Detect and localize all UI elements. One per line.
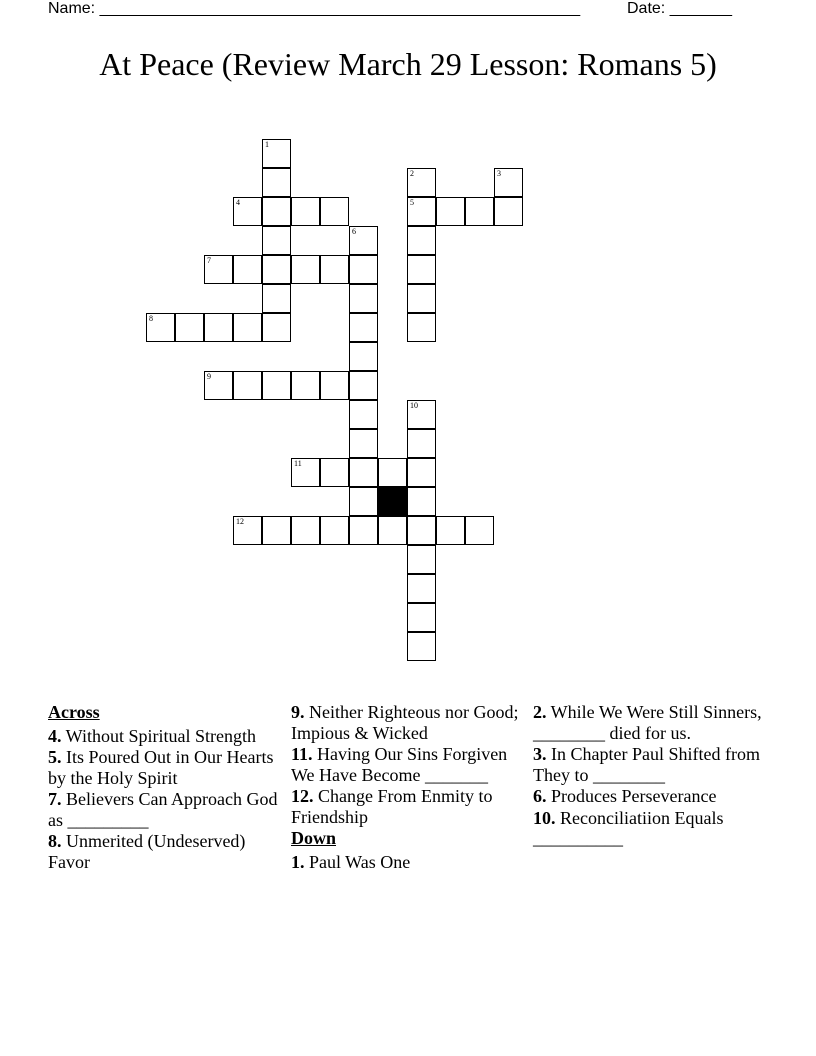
grid-cell[interactable] <box>407 603 436 632</box>
across-clue-12 <box>291 786 526 827</box>
clue-number-label: 2 <box>410 169 414 178</box>
grid-cell[interactable] <box>349 400 378 429</box>
grid-cell[interactable] <box>349 487 378 516</box>
down-clue-10 <box>533 808 773 849</box>
clue-text: Paul Was One <box>304 851 411 872</box>
clues-column-1 <box>48 702 283 873</box>
grid-cell[interactable] <box>407 458 436 487</box>
clue-number-label: 7 <box>207 256 211 265</box>
grid-cell[interactable] <box>349 371 378 400</box>
grid-cell[interactable] <box>436 197 465 226</box>
clue-number: 2. <box>533 702 547 722</box>
clue-number-label: 3 <box>497 169 501 178</box>
clue-number: 1. <box>291 851 305 872</box>
grid-cell[interactable] <box>233 371 262 400</box>
grid-cell[interactable] <box>349 226 378 255</box>
across-clue-11 <box>291 744 526 785</box>
page-title: At Peace (Review March 29 Lesson: Romans 5) <box>99 46 717 82</box>
black-square <box>378 487 407 516</box>
grid-cell[interactable] <box>407 168 436 197</box>
down-clue-2 <box>533 702 773 743</box>
clue-text: Believers Can Approach God as _________ <box>48 789 278 830</box>
clue-number: 11. <box>291 744 313 764</box>
clue-number: 7. <box>48 789 62 809</box>
clue-number: 5. <box>48 747 62 767</box>
clue-number-label: 6 <box>352 227 356 236</box>
clue-number-label: 5 <box>410 198 414 207</box>
clue-number-label: 4 <box>236 198 240 207</box>
grid-cell[interactable] <box>262 284 291 313</box>
grid-cell[interactable] <box>291 255 320 284</box>
grid-cell[interactable] <box>407 487 436 516</box>
grid-cell[interactable] <box>407 226 436 255</box>
grid-cell[interactable] <box>407 429 436 458</box>
grid-cell[interactable] <box>262 139 291 168</box>
clue-text: Having Our Sins Forgiven We Have Become _______ <box>291 744 508 785</box>
grid-cell[interactable] <box>262 516 291 545</box>
grid-cell[interactable] <box>349 458 378 487</box>
down-heading: Down <box>291 828 337 848</box>
grid-cell[interactable] <box>204 371 233 400</box>
grid-cell[interactable] <box>465 516 494 545</box>
grid-cell[interactable] <box>407 313 436 342</box>
clue-text: Reconciliatiion Equals __________ <box>533 807 724 848</box>
clue-number: 3. <box>533 744 547 764</box>
clue-number-label: 11 <box>294 459 302 468</box>
grid-cell[interactable] <box>262 371 291 400</box>
grid-cell[interactable] <box>494 197 523 226</box>
clue-text: Its Poured Out in Our Hearts by the Holy Spirit <box>48 747 274 788</box>
grid-cell[interactable] <box>320 255 349 284</box>
grid-cell[interactable] <box>378 516 407 545</box>
grid-cell[interactable] <box>349 255 378 284</box>
grid-cell[interactable] <box>291 516 320 545</box>
name-field: Name: ______________________________________________________ <box>48 0 581 17</box>
grid-cell[interactable] <box>349 429 378 458</box>
date-field: Date: _______ <box>627 0 732 17</box>
grid-cell[interactable] <box>204 313 233 342</box>
grid-cell[interactable] <box>262 197 291 226</box>
grid-cell[interactable] <box>349 516 378 545</box>
grid-cell[interactable] <box>175 313 204 342</box>
clue-number: 9. <box>291 702 305 722</box>
clue-number: 10. <box>533 807 556 828</box>
grid-cell[interactable] <box>233 255 262 284</box>
clues-column-3 <box>533 702 773 850</box>
grid-cell[interactable] <box>494 168 523 197</box>
grid-cell[interactable] <box>320 516 349 545</box>
grid-cell[interactable] <box>291 371 320 400</box>
clue-number: 12. <box>291 786 314 806</box>
clue-number-label: 12 <box>236 517 244 526</box>
grid-cell[interactable] <box>320 458 349 487</box>
grid-cell[interactable] <box>233 197 262 226</box>
across-clue-9 <box>291 702 526 743</box>
grid-cell[interactable] <box>349 313 378 342</box>
clue-number: 4. <box>48 725 62 746</box>
grid-cell[interactable] <box>291 458 320 487</box>
grid-cell[interactable] <box>407 255 436 284</box>
grid-cell[interactable] <box>204 255 233 284</box>
grid-cell[interactable] <box>349 284 378 313</box>
grid-cell[interactable] <box>233 313 262 342</box>
grid-cell[interactable] <box>262 255 291 284</box>
across-clue-7 <box>48 789 283 830</box>
clue-number-label: 8 <box>149 314 153 323</box>
grid-cell[interactable] <box>146 313 175 342</box>
across-clue-4 <box>48 726 283 747</box>
grid-cell[interactable] <box>407 400 436 429</box>
across-clue-8 <box>48 831 283 872</box>
clue-text: While We Were Still Sinners, ________ died for us. <box>533 702 762 743</box>
grid-cell[interactable] <box>320 371 349 400</box>
grid-cell[interactable] <box>407 574 436 603</box>
grid-cell[interactable] <box>407 545 436 574</box>
grid-cell[interactable] <box>378 458 407 487</box>
clue-text: Unmerited (Undeserved) Favor <box>48 831 246 872</box>
grid-cell[interactable] <box>407 197 436 226</box>
down-clue-6 <box>533 786 773 807</box>
across-clue-5 <box>48 747 283 788</box>
grid-cell[interactable] <box>233 516 262 545</box>
clue-text: Neither Righteous nor Good; Impious & Wicked <box>291 702 519 743</box>
grid-cell[interactable] <box>407 516 436 545</box>
across-heading: Across <box>48 702 100 722</box>
down-clue-1 <box>291 852 526 873</box>
clue-number-label: 9 <box>207 372 211 381</box>
grid-cell[interactable] <box>262 168 291 197</box>
down-clue-3 <box>533 744 773 785</box>
grid-cell[interactable] <box>407 284 436 313</box>
clue-number-label: 1 <box>265 140 269 149</box>
clue-text: Without Spiritual Strength <box>61 725 256 746</box>
grid-cell[interactable] <box>262 313 291 342</box>
grid-cell[interactable] <box>291 197 320 226</box>
clue-number: 8. <box>48 831 62 851</box>
grid-cell[interactable] <box>349 342 378 371</box>
clues-column-2 <box>291 702 526 873</box>
clue-text: Produces Perseverance <box>546 786 717 806</box>
grid-cell[interactable] <box>262 226 291 255</box>
grid-cell[interactable] <box>320 197 349 226</box>
clue-number: 6. <box>533 786 547 806</box>
grid-cell[interactable] <box>407 632 436 661</box>
grid-cell[interactable] <box>436 516 465 545</box>
clue-text: Change From Enmity to Friendship <box>291 786 493 827</box>
clue-text: In Chapter Paul Shifted from They to ________ <box>533 744 760 785</box>
clue-number-label: 10 <box>410 401 418 410</box>
grid-cell[interactable] <box>465 197 494 226</box>
